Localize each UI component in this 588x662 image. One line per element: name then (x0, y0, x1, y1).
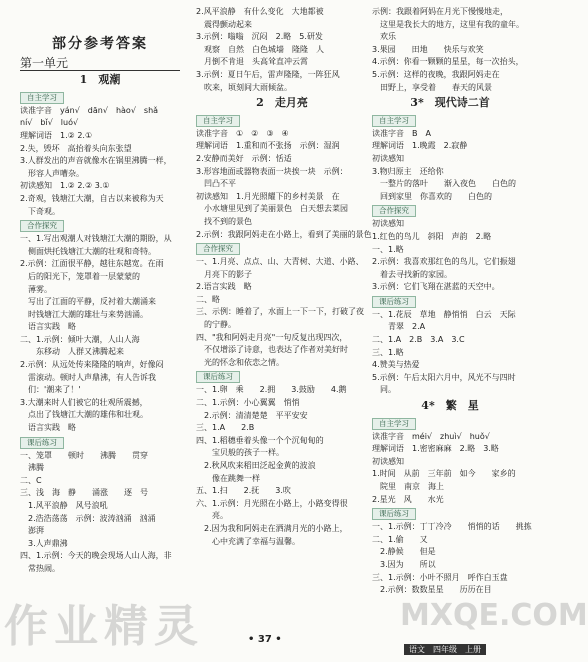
answer-line: 薄雾。 (20, 284, 52, 294)
answer-line: 3.形容地面或器物表面一块挨一块 示例： (196, 166, 348, 176)
answer-line: 时钱塘江大潮的雄壮与来势汹涌。 (20, 309, 148, 319)
answer-line: 回到家里 你喜欢的 白色的 (372, 191, 492, 201)
answer-line: 不仅增添了诗意，也表达了作者对美好时 (196, 345, 348, 355)
answer-line: 宝贝般的孩子一样。 (196, 448, 284, 458)
answer-line: 2.安静而美好 示例：恬适 (196, 153, 292, 163)
answer-line: 三、1.A 2.B (196, 423, 255, 433)
section-label: 合作探究 (372, 205, 416, 217)
answer-block (372, 6, 528, 94)
section-label: 课后练习 (372, 508, 416, 520)
answer-line: 二、1.A 2.B 3.A 3.C (372, 335, 465, 345)
answer-line: 月倒不肯退 头高耸直冲云霄 (196, 57, 308, 67)
answer-line: ní√ bǐ√ luó√ (20, 118, 79, 128)
answer-line: 侧面烘托钱塘江大潮的壮观和奇特。 (20, 246, 156, 256)
answer-block (372, 431, 528, 507)
answer-line: 3.物归原主 还给你 (372, 166, 444, 176)
answer-line: 2.因为我和阿妈走在洒满月光的小路上， (196, 523, 348, 533)
answer-line: 3.人声鼎沸 (20, 538, 68, 548)
answer-line: 的宁静。 (196, 320, 236, 330)
section-label: 自主学习 (196, 115, 240, 127)
answer-line: 亮。 (196, 511, 228, 521)
answer-block (196, 6, 368, 94)
column-1 (20, 6, 180, 576)
answer-line: 3.示例：嗡嗡 沉闷 2.略 5.研发 (196, 32, 323, 42)
answer-line: 初读感知 1.② 2.② 3.① (20, 181, 110, 191)
column-2 (196, 6, 372, 548)
answer-line: 写出了江面的平静，反衬着大潮涌来 (20, 297, 156, 307)
answer-line: 3.人群发出的声音就像水在锅里沸腾一样， (20, 156, 172, 166)
answer-line: 2.秋风吹来稻田泛起金黄的波浪 (196, 461, 316, 470)
section-label: 课后练习 (20, 437, 64, 449)
section-label: 课后练习 (196, 371, 240, 383)
answer-line: 形容人声嘈杂。 (20, 168, 84, 178)
answer-line: 小水塘里见到了美丽景色 白天想去菜园 (196, 204, 348, 214)
answer-line: 2.静候 但是 (372, 547, 436, 557)
answer-line: 一、1.花辰 草地 静悄悄 白云 天际 (372, 309, 516, 319)
answer-line: 语言实践 略 (20, 423, 76, 433)
lesson-heading: 3* 现代诗二首 (410, 96, 490, 110)
answer-line: 语言实践 略 (20, 322, 76, 332)
answer-line: 吹来，顷刻间大雨倾盆。 (196, 82, 292, 92)
section-label: 自主学习 (372, 115, 416, 127)
answer-line: 光的怀念和依恋之情。 (196, 357, 284, 367)
answer-line: 田野上，享受着 春天的风景 (372, 82, 492, 92)
column-3 (372, 6, 532, 597)
answer-line: 3.示例：夏日午后，雷声隆隆，一阵狂风 (196, 69, 340, 79)
answer-line: 2.示例：我喜欢那红色的鸟儿，它们振翅 (372, 257, 516, 267)
answer-line: 5.示例：这样的夜晚，我跟阿妈走在 (372, 69, 500, 79)
answer-block (372, 309, 528, 397)
answer-line: 5.示例：午后太阳六月中，风光不与四时 (372, 372, 516, 382)
answer-line: 2.示例：数数星星 历历在目 (372, 585, 492, 595)
answer-line: 三、1.略 (372, 347, 404, 357)
answer-line: 四、"我和阿妈走月亮"一句反复出现四次， (196, 332, 348, 342)
answer-line: 1.时间 从前 三年前 如今 家乡的 (372, 469, 516, 479)
answer-line: 2.语言实践 略 (196, 282, 252, 292)
answer-block (196, 384, 368, 548)
answer-line: 沸腾 (20, 463, 44, 473)
answer-line: 2.星光 风 水光 (372, 494, 444, 504)
answer-line: 三、示例：睡着了，水面上一下一下，打破了夜 (196, 307, 364, 317)
answer-block (196, 256, 368, 369)
answer-line: 着去寻找新的家园。 (372, 269, 452, 279)
answer-block (20, 233, 180, 435)
answer-line: 一、1.示例：丁丁冷冷 悄悄的话 挑拣 (372, 522, 532, 532)
answer-block (372, 218, 528, 294)
answer-line: 常热闹。 (20, 563, 60, 573)
lesson-heading: 2 走月亮 (256, 96, 308, 110)
answer-line: 2.风平浪静 有什么变化 大地都被 (196, 7, 324, 16)
answer-line: 这里是我长大的地方，这里有我的童年。 (372, 19, 524, 29)
answer-line: 一、1.卵 乘 2.拥 3.鼓励 4.鹅 (196, 385, 347, 395)
answer-line: 四、1.稻穗垂着头像一个个沉甸甸的 (196, 435, 324, 445)
answer-line: 读准字音 B A (372, 128, 431, 138)
answer-line: 读准字音 ① ② ③ ④ (196, 128, 289, 138)
answer-line: 读准字音 yán√ dān√ hào√ shǎ (20, 105, 159, 115)
answer-line: 2.奇观，钱塘江大潮，自古以来被称为天 (20, 193, 164, 203)
section-label: 合作探究 (196, 243, 240, 255)
answer-line: 三、浅 海 静 涌涨 逐 号 (20, 488, 148, 498)
answer-line: 二、1.示例：倾叶大潮，人山人海 (20, 334, 140, 344)
answer-line: 观察 自然 白色城墙 隆隆 人 (196, 44, 324, 54)
answer-line: 3.示例：它们飞翔在湛蓝的天空中。 (372, 282, 500, 292)
answer-line: 四、1.示例：今天的晚会现场人山人海，非 (20, 551, 172, 561)
answer-line: 3.因为 所以 (372, 559, 436, 569)
answer-line: 3.大潮来时人们被它的壮观所震撼， (20, 397, 148, 407)
answer-line: 2.示例：清清楚楚 平平安安 (196, 410, 308, 420)
answer-line: 2.浩浩荡荡 示例：波涛汹涌 汹涌 (20, 513, 156, 523)
answer-line: 点出了钱塘江大潮的雄伟和壮观。 (20, 410, 148, 420)
answer-line: 1.红色的鸟儿 斜阳 声韵 2.略 (372, 231, 492, 241)
answer-line: 一、笼罩 顿时 沸腾 贯穿 (20, 450, 148, 460)
answer-line: 2.示例：从远处传来隆隆的响声，好像闷 (20, 360, 164, 370)
answer-line: 一、1.写出观潮人对钱塘江大潮的期盼，从 (20, 234, 172, 244)
answer-line: 二、C (20, 475, 42, 485)
section-label: 自主学习 (372, 418, 416, 430)
answer-line: 初读感知 (372, 456, 404, 466)
answer-line: 读准字音 méi√ zhuì√ huǒ√ (372, 431, 490, 441)
answer-line: 东移动 人群又沸腾起来 (20, 347, 124, 357)
answer-line: 五、1.扫 2.抚 3.吹 (196, 486, 291, 496)
answer-line: 澎湃 (20, 526, 44, 536)
answer-line: 凹凸不平 (196, 179, 236, 189)
watermark-left: 作业精灵 (4, 601, 204, 652)
answer-line: 一、1.略 (372, 244, 404, 254)
answer-line: 2.示例：江面很平静，越往东越宽。在雨 (20, 259, 164, 269)
answer-line: 二、略 (196, 294, 220, 304)
answer-line: 2.失，毁坏 高抬着头向东张望 (20, 143, 132, 153)
answer-line: 月亮下的影子 (196, 269, 252, 279)
section-label: 课后练习 (372, 296, 416, 308)
answer-line: 4.赞美与热爱 (372, 360, 420, 370)
answer-line: 二、1.示例：小心翼翼 悄悄 (196, 398, 300, 408)
book-label: 语文 四年级 上册 (404, 644, 486, 655)
answer-line: 二、1.偷 又 (372, 534, 428, 544)
lesson-heading: 4* 繁 星 (421, 399, 479, 413)
answer-line: 雷滚动。顿时人声鼎沸，有人告诉我 (20, 372, 156, 382)
answer-line: 青翠 2.A (372, 322, 426, 332)
section-label: 自主学习 (20, 92, 64, 104)
unit-heading: 第一单元 (20, 57, 180, 72)
page-title: 部分参考答案 (52, 36, 148, 52)
answer-line: 三、1.示例：小叶不照月 呼作白玉盘 (372, 572, 508, 582)
answer-line: 理解词语 1.密密麻麻 2.略 3.略 (372, 444, 499, 454)
watermark-right: MXQE.COM (400, 598, 588, 633)
answer-line: 院里 南京 海上 (372, 482, 444, 491)
answer-line: 一整片的落叶 渐入夜色 白色的 (372, 179, 516, 189)
answer-block (372, 128, 528, 204)
answer-line: 初读感知 (372, 153, 404, 163)
answer-line: 2.示例：我跟阿妈走在小路上，看到了美丽的景色 (196, 229, 372, 239)
answer-line: 4.示例：你看一颗颗的星星，每一次抬头， (372, 57, 524, 67)
answer-block (372, 521, 532, 597)
answer-line: 心中充满了幸福与温馨。 (196, 536, 300, 546)
answer-line: 一、1.月亮、点点、山、大青树、大道、小路、 (196, 257, 364, 267)
page-number: • 37 • (248, 634, 282, 645)
answer-line: 们：'潮来了！' (20, 385, 81, 395)
answer-line: 示例：我跟着阿妈在月光下慢慢地走， (372, 7, 508, 16)
answer-line: 3.果园 田地 快乐与欢笑 (372, 44, 484, 54)
answer-line: 震得颤动起来 (196, 19, 252, 29)
answer-block (196, 191, 372, 241)
answer-line: 找不到的景色 (196, 216, 252, 226)
section-label: 合作探究 (20, 220, 64, 232)
answer-line: 理解词语 1.重和而不张扬 示例：湿润 (196, 141, 340, 151)
answer-line: 理解词语 1.② 2.① (20, 130, 93, 140)
answer-line: 初读感知 1.月光照耀下的乡村美景 在 (196, 191, 340, 201)
answer-block (20, 450, 180, 576)
answer-line: 后的阳光下，笼罩着一层蒙蒙的 (20, 271, 140, 281)
answer-line: 像在跳舞一样 (196, 473, 260, 483)
answer-line: 欢乐 (372, 32, 396, 42)
lesson-heading: 1 观潮 (79, 73, 121, 87)
answer-line: 初读感知 (372, 219, 404, 229)
answer-line: 下奇观。 (20, 206, 60, 216)
answer-block (196, 128, 368, 191)
answer-line: 理解词语 1.晚霞 2.寂静 (372, 141, 468, 151)
answer-line: 同。 (372, 385, 396, 395)
answer-line: 六、1.示例：月光照在小路上，小路变得很 (196, 498, 348, 508)
answer-block (20, 105, 180, 218)
answer-line: 1.风平浪静 风号浪吼 (20, 501, 108, 510)
